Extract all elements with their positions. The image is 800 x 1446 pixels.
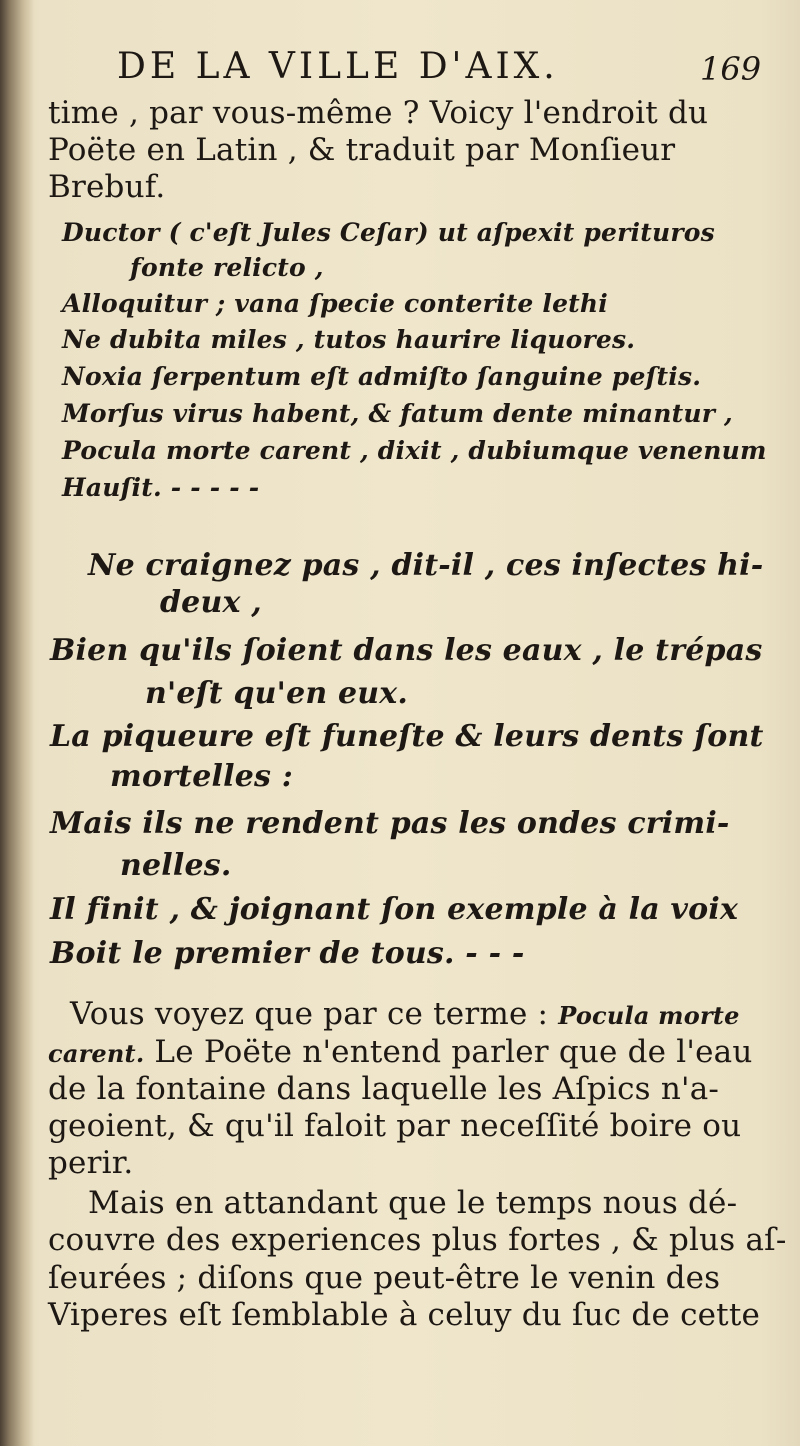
- text-line: ſeurées ; diſons que peut-être le venin des: [48, 1260, 721, 1296]
- french-verse-line: deux ,: [160, 585, 262, 620]
- latin-verse-line: Noxia ſerpentum eſt admiſto ſanguine peſtis.: [62, 362, 702, 391]
- text-line: de la fontaine dans laquelle les Aſpics n'a-: [48, 1071, 720, 1107]
- running-title: DE LA VILLE D'AIX.: [117, 46, 559, 87]
- text-line: Brebuf.: [48, 169, 166, 205]
- french-verse-line: Ne craignez pas , dit-il , ces inſectes hi-: [88, 548, 764, 583]
- french-verse-line: Il finit , & joignant ſon exemple à la voix: [50, 892, 739, 927]
- quoted-latin: Pocula morte: [558, 1001, 740, 1030]
- text-line: Poëte en Latin , & traduit par Monſieur: [48, 132, 676, 168]
- text-line: Mais en attandant que le temps nous dé-: [88, 1185, 738, 1221]
- text-line: [70, 996, 740, 1034]
- french-verse-line: mortelles :: [110, 759, 293, 794]
- binding-gutter: [0, 0, 34, 1446]
- french-verse-line: Bien qu'ils ſoient dans les eaux , le trépas: [50, 633, 763, 668]
- text-line: [48, 1034, 753, 1072]
- text-segment: Le Poëte n'entend parler que de l'eau: [144, 1034, 753, 1070]
- text-line: Viperes eſt ſemblable à celuy du ſuc de cette: [48, 1297, 761, 1333]
- latin-verse-line: Pocula morte carent , dixit , dubiumque venenum: [62, 436, 767, 465]
- french-verse-line: La piqueure eſt funeſte & leurs dents ſont: [50, 719, 764, 754]
- latin-verse-line: Ne dubita miles , tutos haurire liquores.: [62, 325, 636, 354]
- text-line: perir.: [48, 1145, 134, 1181]
- quoted-latin: carent.: [48, 1039, 145, 1068]
- latin-verse-line: Alloquitur ; vana ſpecie conterite lethi: [62, 289, 609, 318]
- text-line: couvre des experiences plus fortes , & plus aſ-: [48, 1222, 787, 1258]
- text-segment: Vous voyez que par ce terme :: [70, 996, 559, 1032]
- page-number: 169: [700, 50, 762, 88]
- latin-verse-line: Morſus virus habent, & fatum dente minantur ,: [62, 399, 733, 428]
- french-verse-line: n'eſt qu'en eux.: [145, 676, 409, 711]
- french-verse-line: Mais ils ne rendent pas les ondes crimi-: [50, 806, 730, 841]
- latin-verse-line: Ductor ( c'eſt Jules Ceſar) ut aſpexit perituros: [62, 218, 715, 247]
- french-verse-line: Boit le premier de tous. - - -: [50, 936, 525, 971]
- latin-verse-line: Hauſit. - - - - -: [62, 473, 260, 502]
- text-line: geoient, & qu'il faloit par neceſſité boire ou: [48, 1108, 742, 1144]
- latin-verse-line: fonte relicto ,: [130, 253, 324, 282]
- text-line: time , par vous-même ? Voicy l'endroit du: [48, 95, 709, 131]
- french-verse-line: nelles.: [120, 848, 232, 883]
